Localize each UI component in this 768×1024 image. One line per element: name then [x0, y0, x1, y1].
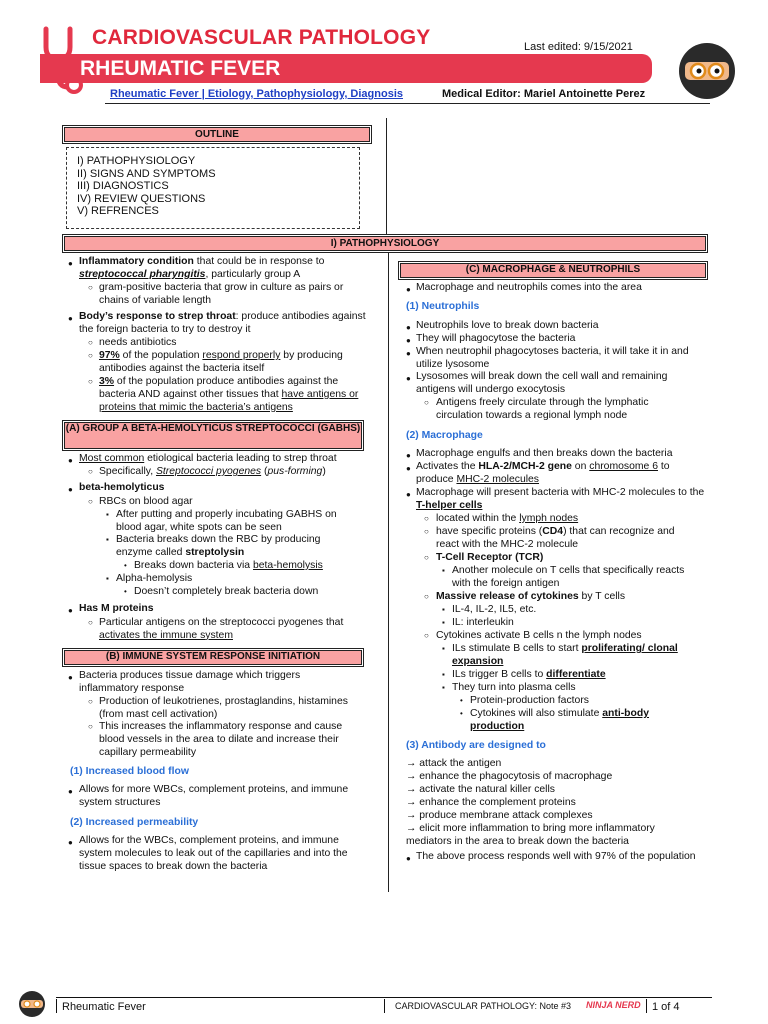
- arrow-item: → attack the antigen: [406, 758, 502, 769]
- bullet-text: Allows for the WBCs, complement proteins, and immune system molecules to leak out of the capillaries and into the tissue spaces to break down the bacteria: [79, 835, 348, 872]
- bullet-text: Lysosomes will break down the cell wall and remaining antigens will undergo exocytosis: [416, 371, 668, 395]
- arrow-item: → enhance the phagocytosis of macrophage: [406, 771, 613, 782]
- medical-editor: Medical Editor: Mariel Antoinette Perez: [442, 88, 646, 100]
- bullet-text: Macrophage engulfs and then breaks down the bacteria: [416, 448, 673, 459]
- bullet-text: RBCs on blood agar: [99, 496, 193, 507]
- bullet-text: They turn into plasma cells: [452, 682, 576, 693]
- video-link[interactable]: Rheumatic Fever | Etiology, Pathophysiology, Diagnosis: [110, 88, 403, 100]
- bullet-text: Macrophage will present bacteria with MHC-2 molecules to the T-helper cells: [416, 487, 705, 511]
- subsection-heading: (C) MACROPHAGE & NEUTROPHILS: [400, 263, 706, 278]
- bullet-text: ILs trigger B cells to differentiate: [452, 669, 606, 680]
- bullet-text: Most common etiological bacteria leading to strep throat: [79, 453, 337, 464]
- ninja-nerd-logo: NINJA NERD: [586, 1000, 641, 1010]
- footer-note: CARDIOVASCULAR PATHOLOGY: Note #3: [395, 1001, 572, 1011]
- section-heading: I) PATHOPHYSIOLOGY: [64, 236, 706, 251]
- document-title: RHEUMATIC FEVER: [80, 57, 281, 80]
- outline-item[interactable]: II) SIGNS AND SYMPTOMS: [77, 167, 216, 180]
- bullet-text: They will phagocytose the bacteria: [416, 333, 576, 344]
- bullet-text: Inflammatory condition that could be in response to streptococcal pharyngitis, particularly group A: [79, 256, 325, 280]
- subsection-heading: (A) GROUP A BETA-HEMOLYTICUS STREPTOCOCCI (GABHS): [64, 422, 362, 449]
- bullet-text: Bacteria breaks down the RBC by producing enzyme called streptolysin: [116, 534, 321, 558]
- bullet-text: After putting and properly incubating GABHS on blood agar, white spots can be seen: [116, 509, 337, 533]
- bullet-text: gram-positive bacteria that grow in culture as pairs or chains of variable length: [99, 282, 344, 306]
- footer-separator: [646, 999, 647, 1013]
- bullet-text: Neutrophils love to break down bacteria: [416, 320, 599, 331]
- page-number: 1 of 4: [652, 1001, 680, 1013]
- bullet-text: IL-4, IL-2, IL5, etc.: [452, 604, 537, 615]
- bullet-text: Antigens freely circulate through the lymphatic circulation towards a regional lymph node: [436, 397, 649, 421]
- footer-divider: [56, 997, 712, 998]
- bullet-text: IL: interleukin: [452, 617, 514, 628]
- outline-heading: OUTLINE: [64, 127, 370, 142]
- arrow-item: → produce membrane attack complexes: [406, 810, 593, 821]
- bullet-text: Production of leukotrienes, prostaglandins, histamines (from mast cell activation): [99, 696, 348, 720]
- ninja-mascot-icon: [14, 988, 50, 1018]
- bullet-text: Doesn’t completely break bacteria down: [134, 586, 319, 597]
- subsection-heading: (B) IMMUNE SYSTEM RESPONSE INITIATION: [64, 650, 362, 665]
- bullet-text: located within the lymph nodes: [436, 513, 579, 524]
- subheading-blue: (1) Neutrophils: [406, 301, 480, 312]
- bullet-text: The above process responds well with 97% of the population: [416, 851, 696, 862]
- outline-item[interactable]: I) PATHOPHYSIOLOGY: [77, 155, 196, 167]
- ninja-mascot-icon: [676, 40, 738, 102]
- subheading-blue: (1) Increased blood flow: [70, 766, 189, 777]
- outline-item[interactable]: V) REFRENCES: [77, 205, 159, 217]
- subheading-blue: (2) Increased permeability: [70, 817, 199, 828]
- bullet-text: ILs stimulate B cells to start proliferating/ clonal expansion: [452, 643, 678, 667]
- last-edited: Last edited: 9/15/2021: [524, 41, 633, 53]
- bullet-text: Cytokines will also stimulate anti-body production: [470, 708, 650, 732]
- bullet-text: have specific proteins (CD4) that can recognize and react with the MHC-2 molecule: [436, 526, 675, 550]
- footer-separator: [384, 999, 385, 1013]
- bullet-text: 3% of the population produce antibodies against the bacteria AND against other tissues that have antigens or proteins that mimic the bacteria’s antigens: [99, 376, 359, 413]
- bullet-text: Bacteria produces tissue damage which triggers inflammatory response: [79, 670, 301, 694]
- bullet-text: T-Cell Receptor (TCR): [436, 552, 544, 563]
- bullet-text: Macrophage and neutrophils comes into the area: [416, 282, 642, 293]
- bullet-text: Body’s response to strep throat: produce antibodies against the foreign bacteria to try to destroy it: [79, 311, 366, 335]
- bullet-text: When neutrophil phagocytoses bacteria, it will take it in and utilize lysosome: [416, 346, 689, 370]
- subheading-blue: (2) Macrophage: [406, 430, 483, 441]
- bullet-text: Protein-production factors: [470, 695, 589, 706]
- bullet-text: Activates the HLA-2/MCH-2 gene on chromosome 6 to produce MHC-2 molecules: [416, 461, 670, 485]
- bullet-text: Alpha-hemolysis: [116, 573, 193, 584]
- bullet-text: Another molecule on T cells that specifically reacts with the foreign antigen: [452, 565, 685, 589]
- subheading-blue: (3) Antibody are designed to: [406, 740, 546, 751]
- outline-list: [66, 147, 360, 229]
- bullet-text: Massive release of cytokines by T cells: [436, 591, 626, 602]
- arrow-item: → elicit more inflammation to bring more inflammatory mediators in the area to break down the bacteria: [406, 823, 655, 847]
- bullet-text: Allows for more WBCs, complement proteins, and immune system structures: [79, 784, 349, 808]
- footer-separator: [56, 999, 57, 1013]
- outline-item[interactable]: IV) REVIEW QUESTIONS: [77, 192, 206, 205]
- bullet-text: This increases the inflammatory response and cause blood vessels in the area to dilate and increase their capillary permeability: [99, 721, 343, 758]
- column-divider: [386, 118, 387, 235]
- bullet-text: 97% of the population respond properly by producing antibodies against the bacteria itself: [99, 350, 343, 374]
- footer-topic: Rheumatic Fever: [62, 1001, 146, 1013]
- bullet-text: needs antibiotics: [99, 337, 177, 348]
- bullet-text: Particular antigens on the streptococci pyogenes that activates the immune system: [99, 617, 344, 641]
- document-category: CARDIOVASCULAR PATHOLOGY: [92, 26, 431, 49]
- bullet-text: Breaks down bacteria via beta-hemolysis: [134, 560, 323, 571]
- arrow-item: → activate the natural killer cells: [406, 784, 555, 795]
- bullet-text: Has M proteins: [79, 603, 154, 614]
- header-divider: [105, 103, 710, 104]
- arrow-item: → enhance the complement proteins: [406, 797, 576, 808]
- column-divider: [388, 252, 389, 892]
- bullet-text: Cytokines activate B cells n the lymph nodes: [436, 630, 642, 641]
- outline-item[interactable]: III) DIAGNOSTICS: [77, 180, 169, 192]
- bullet-text: Specifically, Streptococci pyogenes (pus-forming): [99, 466, 326, 477]
- bullet-text: beta-hemolyticus: [79, 482, 165, 493]
